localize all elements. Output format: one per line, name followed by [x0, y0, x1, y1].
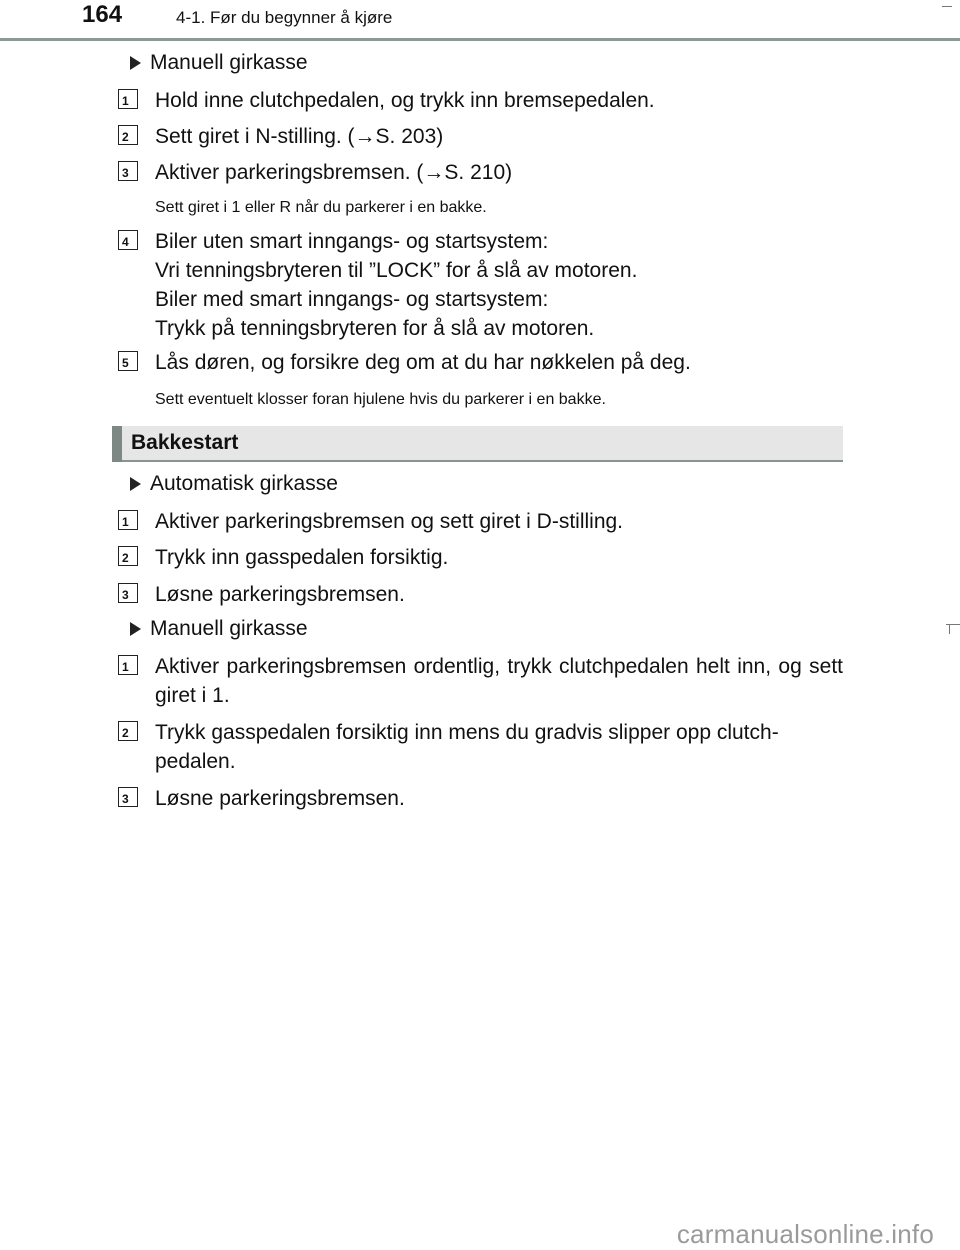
step-item: [118, 348, 843, 377]
step-item: [118, 122, 843, 151]
step-text: Lås døren, og forsikre deg om at du har nøkkelen på deg.: [155, 351, 691, 374]
subheading-automatic-gearbox: [130, 472, 338, 496]
section-header-bar: [112, 426, 843, 462]
step-text: Aktiver parkeringsbremsen. (→S. 210): [155, 161, 513, 184]
step-number-badge: 5: [118, 351, 138, 371]
page-number: 164: [82, 1, 123, 28]
step-number-badge: 3: [118, 787, 138, 807]
step-item: [118, 227, 843, 343]
step-item: [118, 507, 843, 536]
subheading-label: Manuell girkasse: [150, 617, 308, 640]
step-item: [118, 580, 843, 609]
step-number-badge: 2: [118, 721, 138, 741]
step-item: [118, 86, 843, 115]
step-text: Hold inne clutchpedalen, og trykk inn bremsepedalen.: [155, 89, 655, 112]
chapter-title: 4-1. Før du begynner å kjøre: [176, 8, 393, 27]
crop-mark: [949, 624, 950, 634]
step-text-multiline: [155, 227, 843, 343]
triangle-bullet-icon: [130, 622, 141, 636]
step-number-badge: 4: [118, 230, 138, 250]
step-text: Aktiver parkeringsbremsen og sett giret i D-stilling.: [155, 510, 624, 533]
step-item: [118, 784, 843, 813]
watermark: carmanualsonline.info: [676, 1219, 934, 1249]
step-number-badge: 3: [118, 583, 138, 603]
subheading-label: Automatisk girkasse: [150, 472, 338, 495]
step-text: Aktiver parkeringsbremsen ordentlig, trykk clutchpedalen helt inn, og sett giret i 1.: [155, 655, 843, 707]
step-text: Løsne parkeringsbremsen.: [155, 583, 405, 606]
subheading-label: Manuell girkasse: [150, 51, 308, 74]
step-line: Trykk på tenningsbryteren for å slå av motoren.: [155, 317, 595, 340]
triangle-bullet-icon: [130, 56, 141, 70]
step-item: [118, 158, 843, 187]
step-item: [118, 543, 843, 572]
step-line: Biler med smart inngangs- og startsystem:: [155, 288, 549, 311]
step-item: [118, 718, 843, 776]
section-title: Bakkestart: [131, 431, 239, 454]
step-text: Løsne parkeringsbremsen.: [155, 787, 405, 810]
step-number-badge: 2: [118, 546, 138, 566]
step-number-badge: 1: [118, 89, 138, 109]
step-text: Sett giret i N-stilling. (→S. 203): [155, 125, 444, 148]
step-line: Vri tenningsbryteren til ”LOCK” for å slå av motoren.: [155, 259, 638, 282]
step-number-badge: 1: [118, 655, 138, 675]
step-text: Trykk gasspedalen forsiktig inn mens du gradvis slipper opp clutch-pedalen.: [155, 721, 779, 773]
note-text: Sett eventuelt klosser foran hjulene hvis du parkerer i en bakke.: [155, 391, 606, 408]
step-number-badge: 1: [118, 510, 138, 530]
triangle-bullet-icon: [130, 477, 141, 491]
subheading-manual-gearbox: [130, 617, 308, 641]
step-number-badge: 2: [118, 125, 138, 145]
header-divider: [0, 38, 960, 41]
step-item: [118, 652, 843, 710]
step-text: Trykk inn gasspedalen forsiktig.: [155, 546, 449, 569]
step-line: Biler uten smart inngangs- og startsystem:: [155, 230, 549, 253]
subheading-manual-gearbox: [130, 51, 308, 75]
step-number-badge: 3: [118, 161, 138, 181]
crop-mark: [942, 6, 952, 7]
section-accent: [112, 426, 122, 462]
page-header: [0, 0, 960, 44]
note-text: Sett giret i 1 eller R når du parkerer i en bakke.: [155, 199, 487, 216]
